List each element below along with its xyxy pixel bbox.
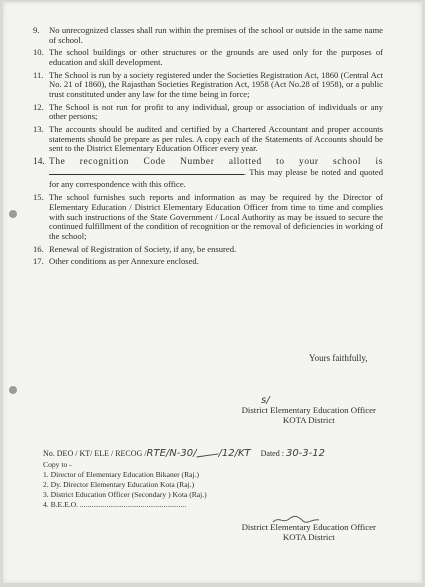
signatory-district: KOTA District — [282, 532, 335, 542]
reference-label: No. DEO / KT/ ELE / RECOG / — [43, 449, 147, 458]
item-number: 13. — [33, 124, 44, 135]
condition-item — [33, 71, 383, 100]
item-number: 12. — [33, 101, 44, 112]
condition-item — [33, 193, 383, 241]
item-text: The school furnishes such reports and information as may be required by the Director of Elementary Education / District Elementary Education Officer from time to time and complies with such instructions of the State Government / Local Authority as may be issued to secure the continued fulfillment of the condition of recognition or the removal of deficiencies in working of the school; — [49, 192, 383, 241]
item-text: The School is run by a society registered under the Societies Registration Act, 1860 (Central Act No. 21 of 1860), the Rajasthan Societies Registration Act, 1958 (Act No.28 of 1958), or a public trust constituted under any law for the time being in force; — [49, 69, 383, 99]
item-text: The School is not run for profit to any individual, group or association of individuals or any other persons; — [49, 101, 383, 122]
item-text: Other conditions as per Annexure enclosed. — [49, 256, 199, 267]
copy-to-entry: 1. Director of Elementary Education Bikaner (Raj.) — [43, 470, 200, 479]
copy-to-entry: 2. Dy. Director Elementary Education Kota (Raj.) — [43, 480, 195, 489]
item-text: The accounts should be audited and certified by a Chartered Accountant and proper accounts statements should be prepare as per rules. A copy each of the Statements of Accounts should be sent to the District Elementary Education Officer every year. — [49, 124, 383, 154]
item-number: 9. — [33, 25, 40, 35]
code-number-blank — [49, 167, 244, 175]
condition-item — [33, 157, 383, 190]
handwritten-date: 30-3-12 — [285, 448, 325, 459]
item-text: The school buildings or other structures or the grounds are used only for the purposes of education and skill development. — [49, 47, 383, 67]
item-number: 10. — [33, 47, 44, 58]
item-text: Renewal of Registration of Society, if any, be ensured. — [49, 243, 237, 254]
item-text — [49, 157, 383, 190]
signatory-title: District Elementary Education Officer — [241, 405, 376, 415]
dated-label: Dated : — [260, 449, 284, 458]
binder-hole — [9, 210, 17, 218]
copy-to-entry: 4. B.E.E.O. ........................................................ — [43, 500, 187, 509]
condition-item — [33, 48, 383, 67]
copy-to-list — [43, 460, 207, 510]
signature-mark: s/ — [261, 395, 270, 406]
item-number: 15. — [33, 192, 44, 203]
copy-to-heading: Copy to - — [43, 460, 72, 469]
closing-text: Yours faithfully, — [309, 353, 368, 363]
reference-line — [43, 448, 393, 459]
signatory-block-2 — [242, 522, 376, 542]
document-page — [3, 2, 422, 583]
condition-item — [33, 125, 383, 154]
item-number: 17. — [33, 256, 44, 267]
handwritten-reference: RTE/N-30/ — [146, 448, 197, 459]
condition-item — [33, 245, 383, 255]
condition-item — [33, 26, 383, 45]
copy-to-entry: 3. District Education Officer (Secondary ) Kota (Raj.) — [43, 490, 207, 499]
item-number: 11. — [33, 69, 44, 80]
condition-item — [33, 103, 383, 122]
item-number: 14. — [33, 157, 45, 168]
binder-hole — [9, 386, 17, 394]
signatory-title: District Elementary Education Officer — [241, 522, 376, 532]
signatory-district: KOTA District — [282, 415, 335, 425]
code-number-text-tail: . This may please be noted and quoted for any correspondence with this office. — [49, 167, 383, 189]
conditions-list — [33, 26, 383, 270]
item-text: No unrecognized classes shall run within the premises of the school or outside in the same name of school. — [49, 25, 383, 45]
redacted-mark — [196, 448, 219, 458]
item-number: 16. — [33, 243, 44, 254]
signatory-block — [242, 405, 376, 425]
code-number-text: The recognition Code Number allotted to your school is — [49, 157, 383, 168]
handwritten-reference-tail: /12/KT — [218, 448, 251, 459]
condition-item — [33, 257, 383, 267]
